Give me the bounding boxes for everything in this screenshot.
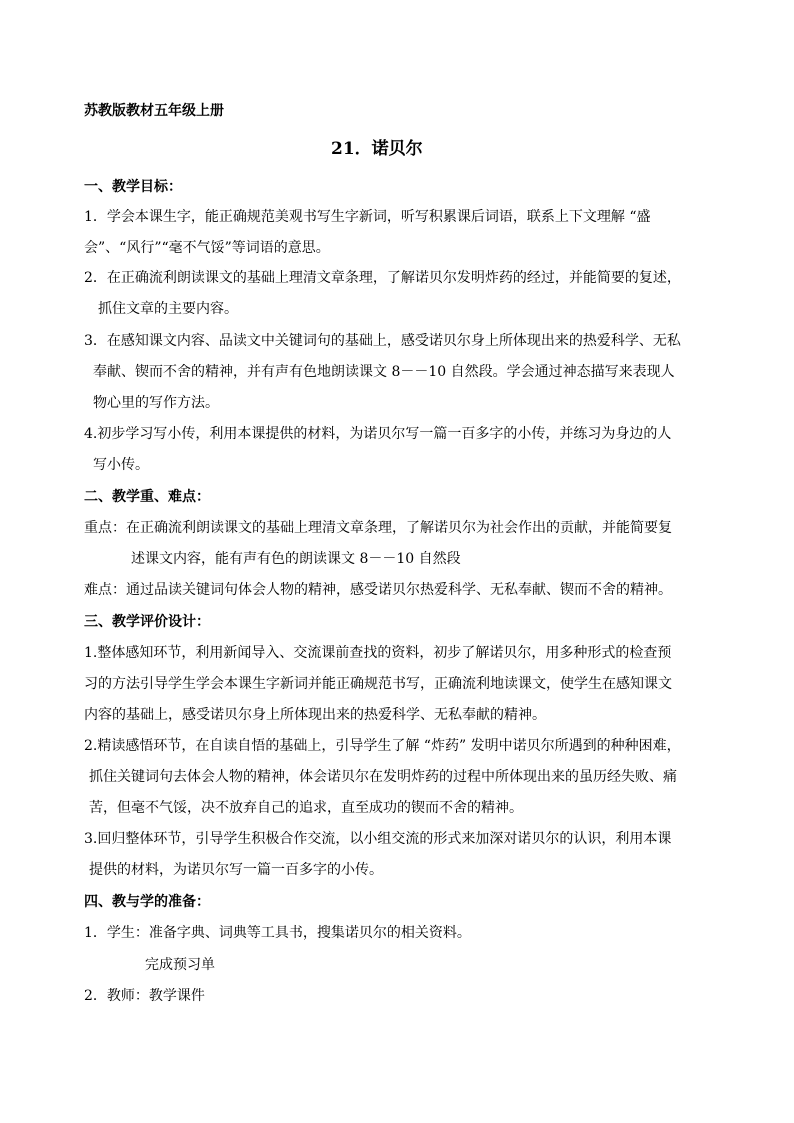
goal-3-line-3: 物心里的写作方法。 <box>93 395 219 411</box>
evaluation-1-line-1: 1.整体感知环节，利用新闻导入、交流课前查找的资料，初步了解诺贝尔，用多种形式的检查预 <box>84 645 672 661</box>
goal-3-line-2: 奉献、锲而不舍的精神，并有声有色地朗读课文 8－－10 自然段。学会通过神态描写来表现人 <box>93 364 675 380</box>
section-heading-key-points: 二、教学重、难点： <box>84 489 210 505</box>
preparation-student-line: 1．学生：准备字典、词典等工具书，搜集诺贝尔的相关资料。 <box>84 925 471 941</box>
evaluation-1-line-3: 内容的基础上，感受诺贝尔身上所体现出来的热爱科学、无私奉献的精神。 <box>84 707 546 723</box>
section-heading-goals: 一、教学目标： <box>84 179 182 195</box>
goal-2-line-2: 抓住文章的主要内容。 <box>98 301 238 317</box>
evaluation-3-line-1: 3.回归整体环节，引导学生积极合作交流，以小组交流的形式来加深对诺贝尔的认识，利用本课 <box>84 831 672 847</box>
evaluation-1-line-2: 习的方法引导学生学会本课生字新词并能正确规范书写，正确流利地读课文，使学生在感知课文 <box>84 676 672 692</box>
difficult-point-line: 难点：通过品读关键词句体会人物的精神，感受诺贝尔热爱科学、无私奉献、锲而不舍的精神。 <box>84 582 672 598</box>
document-title: 21．诺贝尔 <box>331 139 423 159</box>
preparation-teacher-line: 2．教师：教学课件 <box>84 988 205 1004</box>
section-heading-preparation: 四、教与学的准备： <box>84 894 210 910</box>
goal-1-line-2: 会”、“风行”“毫不气馁”等词语的意思。 <box>84 240 330 256</box>
evaluation-3-line-2: 提供的材料，为诺贝尔写一篇一百多字的小传。 <box>89 862 383 878</box>
evaluation-2-line-2: 抓住关键词句去体会人物的精神，体会诺贝尔在发明炸药的过程中所体现出来的虽历经失败、痛 <box>89 769 677 785</box>
evaluation-2-line-1: 2.精读感悟环节，在自读自悟的基础上，引导学生了解 “炸药” 发明中诺贝尔所遇到的种种困难， <box>84 738 681 754</box>
section-heading-evaluation: 三、教学评价设计： <box>84 614 210 630</box>
key-point-line-1: 重点：在正确流利朗读课文的基础上理清文章条理，了解诺贝尔为社会作出的贡献，并能简要复 <box>84 520 672 536</box>
preparation-student-line-2: 完成预习单 <box>145 957 215 973</box>
document-subtitle: 苏教版教材五年级上册 <box>84 103 224 119</box>
goal-2-line-1: 2．在正确流利朗读课文的基础上理清文章条理，了解诺贝尔发明炸药的经过，并能简要的复述， <box>84 270 681 286</box>
goal-3-line-1: 3．在感知课文内容、品读文中关键词句的基础上，感受诺贝尔身上所体现出来的热爱科学、无私 <box>84 333 681 349</box>
goal-1-line-1: 1．学会本课生字，能正确规范美观书写生字新词，听写积累课后词语，联系上下文理解 “盛 <box>84 209 651 225</box>
goal-4-line-1: 4.初步学习写小传，利用本课提供的材料，为诺贝尔写一篇一百多字的小传，并练习为身边的人 <box>84 426 672 442</box>
goal-4-line-2: 写小传。 <box>93 457 149 473</box>
evaluation-2-line-3: 苦，但毫不气馁，决不放弃自己的追求，直至成功的锲而不舍的精神。 <box>89 800 523 816</box>
key-point-line-2: 述课文内容，能有声有色的朗读课文 8－－10 自然段 <box>131 551 461 567</box>
